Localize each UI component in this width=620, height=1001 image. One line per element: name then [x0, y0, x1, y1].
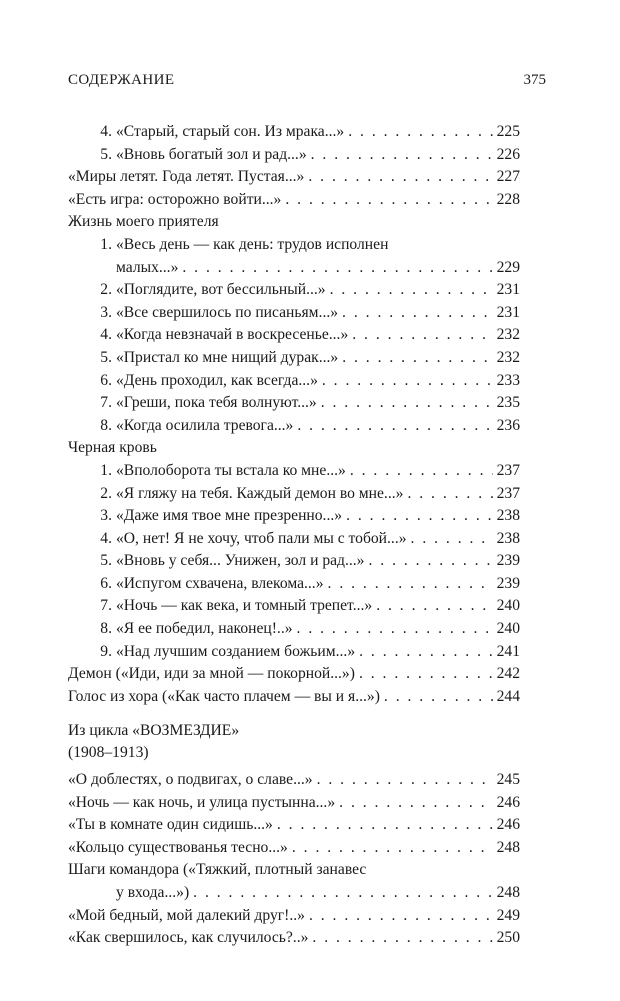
entry-page: 240 — [496, 597, 520, 615]
entry-title: «Ты в комнате один сидишь...» — [68, 816, 273, 834]
entry-page: 233 — [496, 371, 520, 389]
dot-leader — [384, 686, 493, 709]
entry-title: «Старый, старый сон. Из мрака...» — [116, 123, 345, 140]
running-title: СОДЕРЖАНИЕ — [68, 72, 175, 88]
entry-number: 2. — [100, 484, 112, 502]
entry-title: «Я гляжу на тебя. Каждый демон во мне...» — [116, 484, 404, 502]
toc-entry — [68, 166, 520, 189]
entry-title: «Даже имя твое мне презренно...» — [116, 507, 343, 525]
entry-page: 227 — [496, 168, 520, 186]
entry-title: «Греши, пока тебя волнуют...» — [116, 394, 317, 412]
entry-number: 4. — [100, 326, 112, 344]
entry-number: 8. — [100, 416, 112, 434]
toc-entry — [68, 927, 520, 950]
entry-page: 244 — [496, 687, 520, 705]
entry-number: 2. — [100, 281, 112, 299]
entry-title: «Я ее победил, наконец!..» — [116, 620, 293, 638]
entry-number: 1. — [100, 235, 112, 253]
entry-number: 7. — [100, 597, 112, 615]
entry-page: 249 — [496, 906, 520, 924]
entry-title: «Вновь богатый зол и рад...» — [116, 145, 307, 163]
entry-title: «О доблестях, о подвигах, о славе...» — [68, 771, 313, 789]
dot-leader — [297, 618, 493, 641]
entry-page: 241 — [496, 642, 520, 660]
entry-title: «Миры летят. Года летят. Пустая...» — [68, 168, 305, 186]
entry-page: 248 — [496, 884, 520, 901]
dot-leader — [311, 144, 493, 167]
entry-number: 4. — [100, 123, 112, 140]
entry-title: «Вполоборота ты встала ко мне...» — [116, 461, 346, 479]
toc-entry-line: Шаги командора («Тяжкий, плотный занавес — [68, 861, 367, 879]
entry-number: 6. — [100, 371, 112, 389]
entry-title: «Когда невзначай в воскресенье...» — [116, 326, 349, 344]
toc-entry — [68, 814, 520, 837]
dot-leader — [309, 905, 493, 928]
toc-entry — [68, 392, 520, 415]
entry-title: «Ночь — как ночь, и улица пустынна...» — [68, 793, 336, 811]
dot-leader — [342, 302, 493, 325]
section-years: (1908–1913) — [68, 744, 149, 762]
entry-title: «Испугом схвачена, влекома...» — [116, 574, 324, 592]
toc-entry — [68, 595, 520, 618]
section-heading-chernaya: Черная кровь — [68, 439, 157, 457]
toc-entry — [68, 663, 520, 686]
entry-page: 226 — [496, 145, 520, 163]
toc-entry — [68, 882, 520, 905]
entry-page: 228 — [496, 190, 520, 208]
toc-entry — [68, 905, 520, 928]
entry-title: «Вновь у себя... Унижен, зол и рад...» — [116, 552, 365, 570]
dot-leader — [339, 792, 492, 815]
entry-page: 237 — [496, 461, 520, 479]
entry-page: 229 — [496, 258, 520, 276]
toc-entry — [68, 641, 520, 664]
entry-title: «Над лучшим созданием божьим...» — [116, 642, 356, 660]
page-number: 375 — [523, 72, 546, 88]
entry-title: Голос из хора («Как часто плачем — вы и я...») — [68, 687, 380, 705]
dot-leader — [352, 324, 492, 347]
entry-title: «Есть игра: осторожно войти...» — [68, 190, 282, 208]
toc-entry-line — [68, 234, 520, 257]
dot-leader — [182, 257, 492, 280]
toc-entry — [68, 415, 520, 438]
dot-leader — [308, 166, 492, 189]
entry-page: 239 — [496, 552, 520, 570]
toc-entry — [68, 324, 520, 347]
toc-entry — [68, 573, 520, 596]
entry-page: 250 — [496, 929, 520, 947]
toc-entry — [68, 121, 520, 144]
toc-entry — [68, 302, 520, 325]
toc-entry — [68, 505, 520, 528]
table-of-contents — [68, 121, 520, 950]
entry-title: «Когда осилила тревога...» — [116, 416, 294, 434]
entry-title: Демон («Иди, иди за мной — покорной...») — [68, 665, 355, 683]
toc-entry — [68, 483, 520, 506]
entry-number: 9. — [100, 642, 112, 660]
toc-entry — [68, 792, 520, 815]
dot-leader — [330, 279, 493, 302]
dot-leader — [376, 595, 492, 618]
entry-title: «Пристал ко мне нищий дурак...» — [116, 348, 339, 366]
entry-number: 6. — [100, 574, 112, 592]
entry-title: «Как свершилось, как случилось?..» — [68, 929, 309, 947]
dot-leader — [368, 550, 492, 573]
dot-leader — [312, 927, 492, 950]
entry-page: 242 — [496, 665, 520, 683]
dot-leader — [359, 641, 492, 664]
entry-page: 245 — [496, 771, 520, 789]
entry-title: «Ночь — как века, и томный трепет...» — [116, 597, 373, 615]
dot-leader — [411, 528, 493, 551]
entry-page: 238 — [496, 507, 520, 525]
entry-page: 225 — [496, 123, 520, 140]
entry-number: 5. — [100, 348, 112, 366]
toc-entry — [68, 550, 520, 573]
section-heading-zhizn: Жизнь моего приятеля — [68, 213, 219, 231]
entry-title: «Все свершилось по писаньям...» — [116, 303, 339, 321]
entry-number: 1. — [100, 461, 112, 479]
toc-entry — [68, 769, 520, 792]
dot-leader — [328, 573, 493, 596]
entry-page: 238 — [496, 529, 520, 547]
toc-entry — [68, 279, 520, 302]
dot-leader — [297, 415, 492, 438]
toc-entry — [68, 460, 520, 483]
dot-leader — [292, 837, 493, 860]
entry-page: 248 — [496, 838, 520, 856]
entry-page: 237 — [496, 484, 520, 502]
entry-title: «О, нет! Я не хочу, чтоб пали мы с тобой...» — [116, 529, 407, 547]
dot-leader — [322, 370, 493, 393]
entry-page: 235 — [496, 394, 520, 412]
entry-number: 5. — [100, 145, 112, 163]
running-header — [68, 72, 546, 96]
toc-entry — [68, 144, 520, 167]
entry-title: «Мой бедный, мой далекий друг!..» — [68, 906, 305, 924]
dot-leader — [350, 460, 493, 483]
dot-leader — [277, 814, 493, 837]
entry-number: 5. — [100, 552, 112, 570]
entry-page: 246 — [496, 816, 520, 834]
dot-leader — [317, 769, 493, 792]
entry-title-continued: у входа...») — [116, 884, 190, 901]
entry-number: 8. — [100, 620, 112, 638]
entry-page: 232 — [496, 348, 520, 366]
dot-leader — [321, 392, 493, 415]
dot-leader — [346, 505, 493, 528]
entry-number: 7. — [100, 394, 112, 412]
dot-leader — [342, 347, 492, 370]
entry-title: «Кольцо существованья тесно...» — [68, 838, 288, 856]
entry-title: «День проходил, как всегда...» — [116, 371, 318, 389]
entry-title-continued: малых...» — [116, 258, 179, 276]
entry-page: 236 — [496, 416, 520, 434]
entry-title: «Поглядите, вот бессильный...» — [116, 281, 326, 299]
entry-page: 232 — [496, 326, 520, 344]
toc-entry — [68, 528, 520, 551]
entry-title: «Весь день — как день: трудов исполнен — [116, 235, 389, 253]
dot-leader — [193, 882, 492, 905]
entry-page: 239 — [496, 574, 520, 592]
entry-page: 246 — [496, 793, 520, 811]
toc-entry — [68, 618, 520, 641]
entry-number: 4. — [100, 529, 112, 547]
dot-leader — [407, 483, 492, 506]
toc-entry — [68, 347, 520, 370]
entry-number: 3. — [100, 507, 112, 525]
entry-page: 231 — [496, 303, 520, 321]
toc-entry — [68, 370, 520, 393]
toc-entry — [68, 257, 520, 280]
entry-page: 231 — [496, 281, 520, 299]
toc-entry — [68, 189, 520, 212]
dot-leader — [359, 663, 493, 686]
toc-entry — [68, 686, 520, 709]
entry-number: 3. — [100, 303, 112, 321]
dot-leader — [348, 121, 492, 144]
toc-entry — [68, 837, 520, 860]
dot-leader — [285, 189, 492, 212]
entry-page: 240 — [496, 620, 520, 638]
section-heading-cycle: Из цикла «ВОЗМЕЗДИЕ» — [68, 722, 240, 740]
